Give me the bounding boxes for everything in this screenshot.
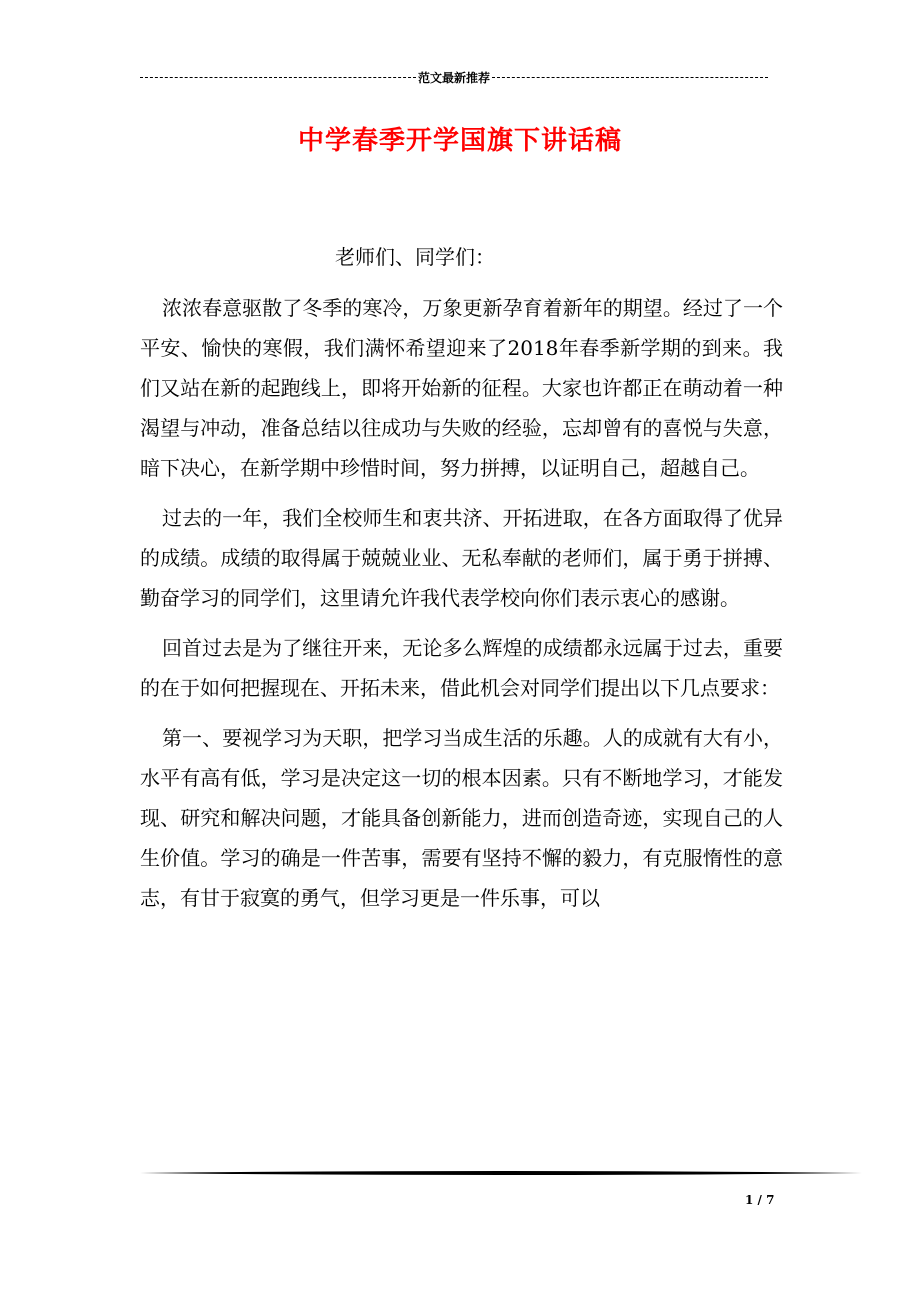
- paragraph-4: 第一、要视学习为天职，把学习当成生活的乐趣。人的成就有大有小，水平有高有低，学习是决定这一切的根本因素。只有不断地学习，才能发现、研究和解决问题，才能具备创新能力，进而创造奇迹，实现自己的人生价值。学习的确是一件苦事，需要有坚持不懈的毅力，有克服惰性的意志，有甘于寂寞的勇气，但学习更是一件乐事，可以: [140, 726, 783, 910]
- header-label: 范文最新推荐: [418, 70, 491, 85]
- header-dash-right: [492, 77, 768, 78]
- document-title: 中学春季开学国旗下讲话稿: [297, 126, 622, 156]
- document-body: [140, 238, 783, 928]
- footer-rule: [140, 1170, 862, 1176]
- page-number: 1 / 7: [745, 1193, 775, 1207]
- paragraph-2: 过去的一年，我们全校师生和衷共济、开拓进取，在各方面取得了优异的成绩。成绩的取得属于兢兢业业、无私奉献的老师们，属于勇于拼搏、勤奋学习的同学们，这里请允许我代表学校向你们表示衷心的感谢。: [140, 506, 783, 610]
- paragraph-3: 回首过去是为了继往开来，无论多么辉煌的成绩都永远属于过去，重要的在于如何把握现在、开拓未来，借此机会对同学们提出以下几点要求：: [140, 636, 783, 700]
- paragraph-1: 浓浓春意驱散了冬季的寒冷，万象更新孕育着新年的期望。经过了一个平安、愉快的寒假，我们满怀希望迎来了2018年春季新学期的到来。我们又站在新的起跑线上，即将开始新的征程。大家也许都正在萌动着一种渴望与冲动，准备总结以往成功与失败的经验，忘却曾有的喜悦与失意，暗下决心，在新学期中珍惜时间，努力拼搏，以证明自己，超越自己。: [140, 296, 783, 480]
- header-dash-left: [140, 77, 416, 78]
- salutation: 老师们、同学们：: [335, 245, 495, 269]
- page-header: [140, 68, 768, 86]
